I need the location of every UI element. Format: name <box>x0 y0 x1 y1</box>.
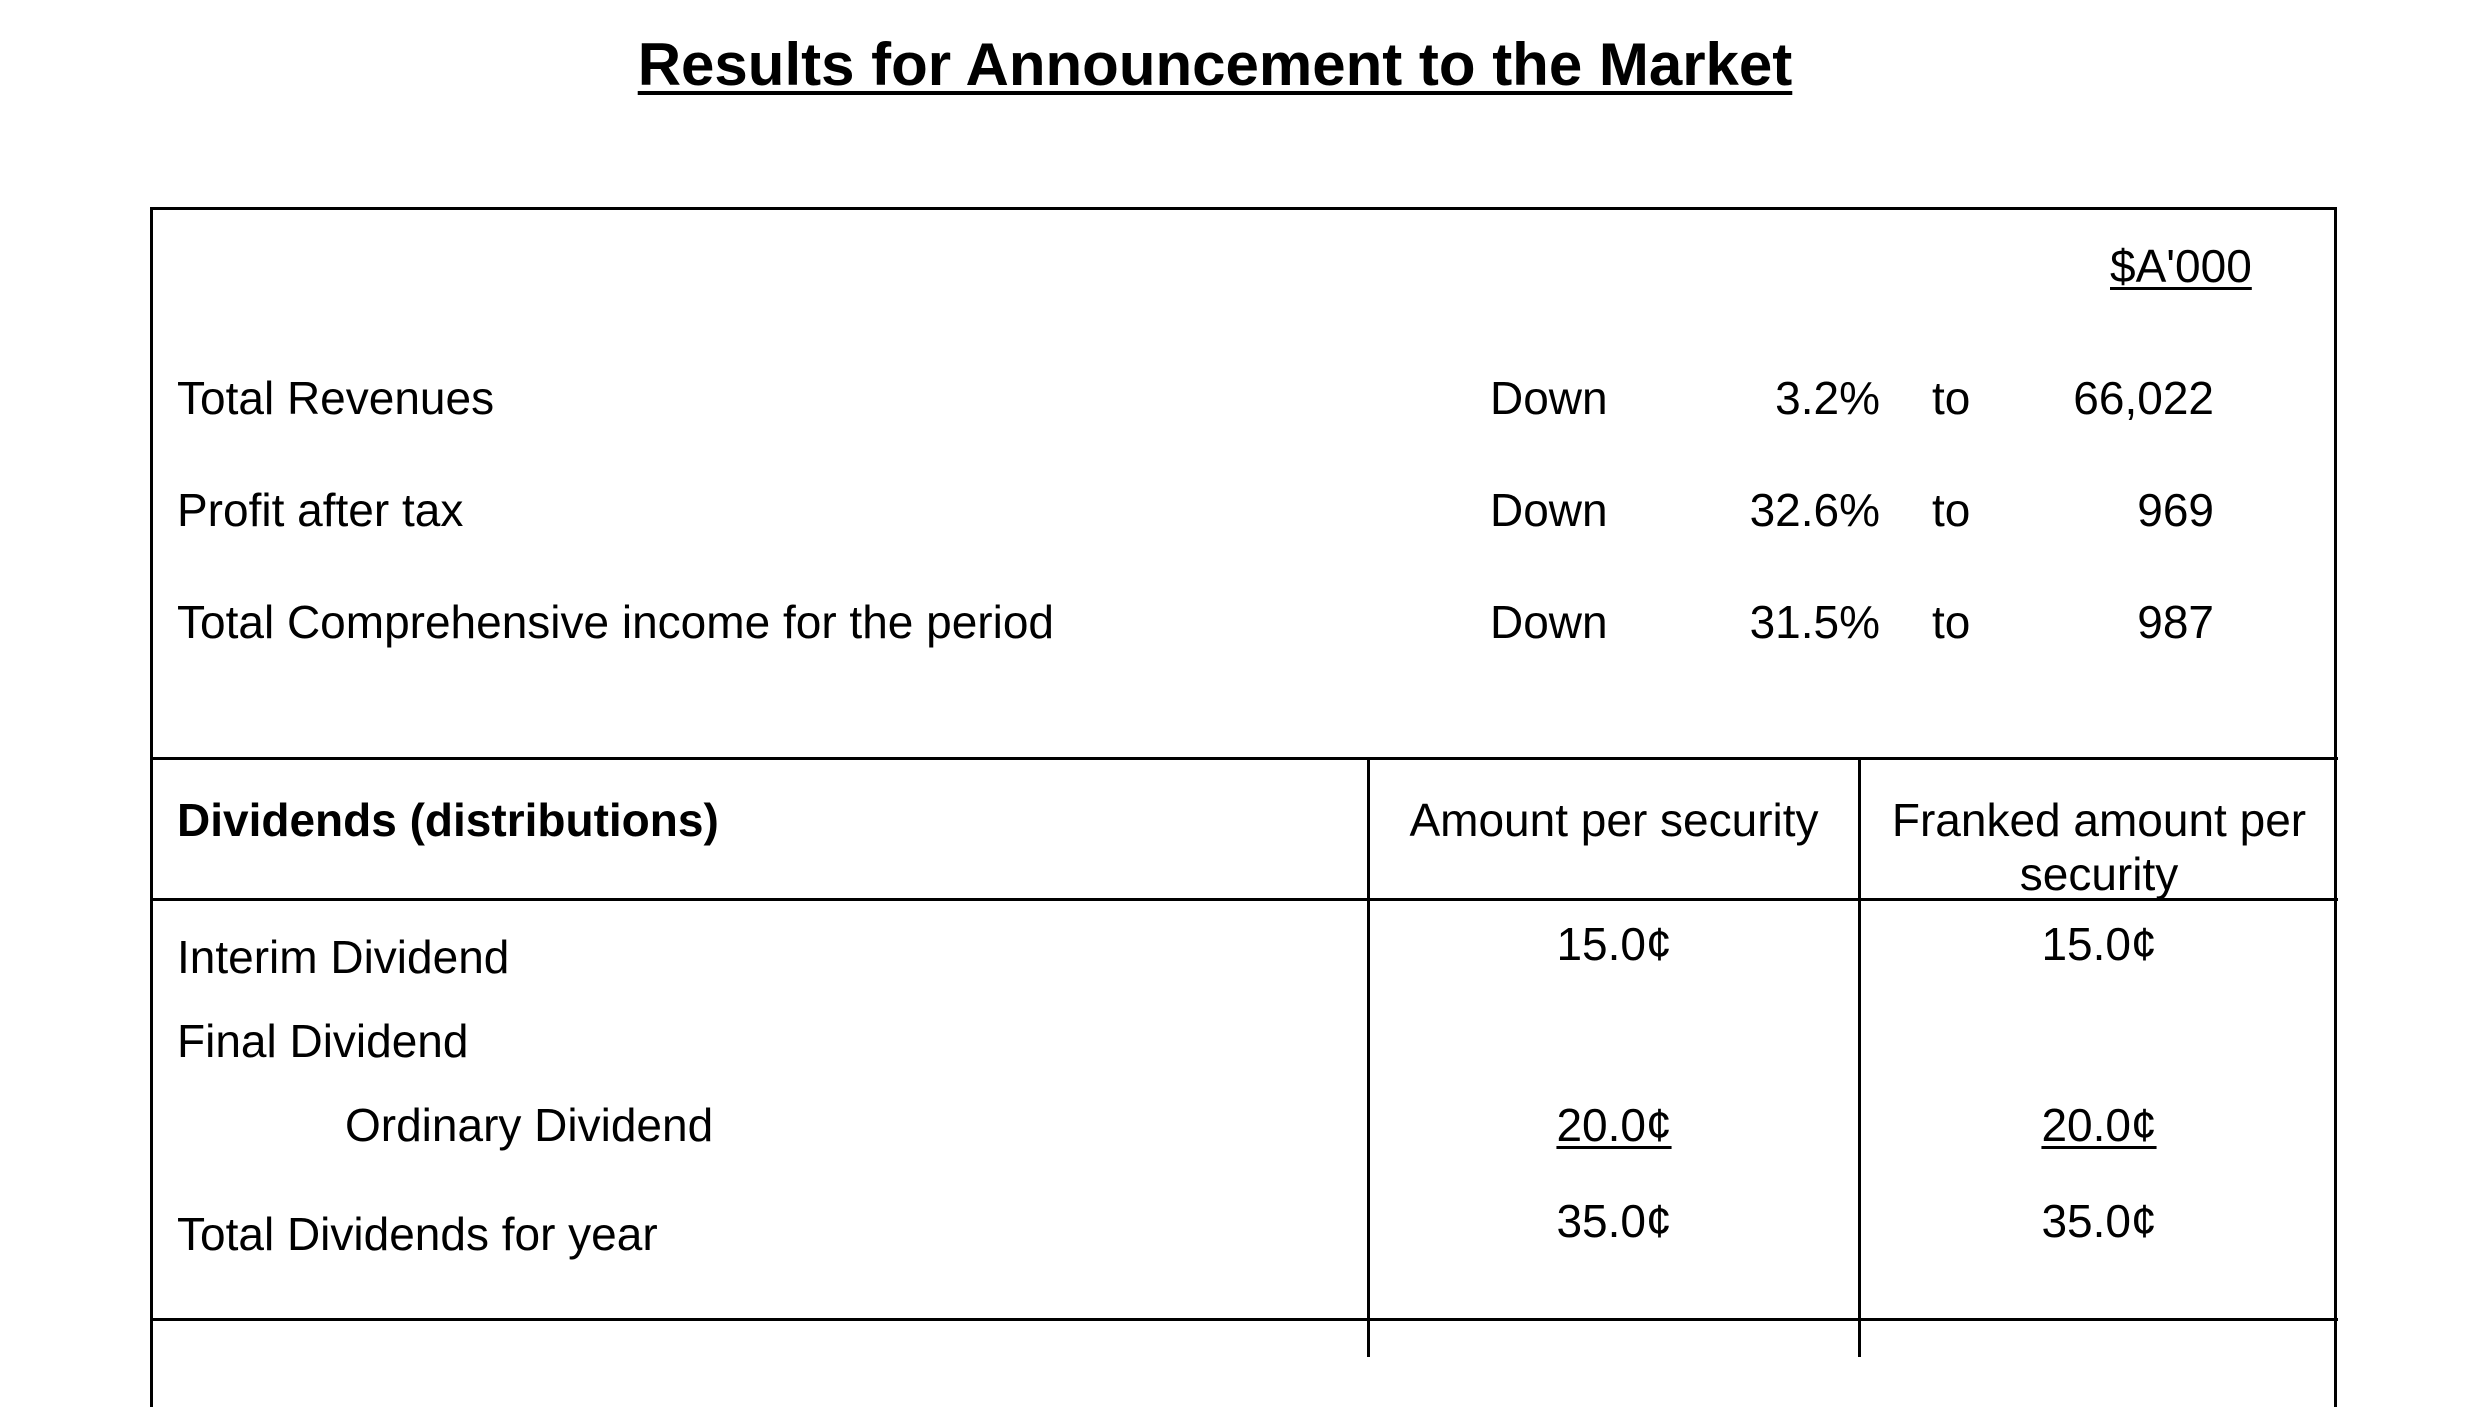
page-title: Results for Announcement to the Market <box>637 31 1793 98</box>
dividend-label-total: Total Dividends for year <box>177 1208 658 1260</box>
dividend-label-ordinary: Ordinary Dividend <box>345 1099 714 1151</box>
result-change-profit: 32.6% <box>1749 484 1880 536</box>
currency-header: $A'000 <box>2110 240 2252 292</box>
dividend-amount-total: 35.0¢ <box>1556 1195 1672 1247</box>
result-label-profit: Profit after tax <box>177 484 464 536</box>
dividend-franked-total: 35.0¢ <box>2041 1195 2157 1247</box>
result-to-comprehensive: to <box>1932 596 1971 648</box>
section-divider <box>150 757 2338 760</box>
dividends-header: Dividends (distributions) <box>177 794 719 846</box>
result-value-comprehensive: 987 <box>2137 596 2214 648</box>
dividend-franked-ordinary: 20.0¢ <box>2041 1099 2157 1151</box>
amount-per-security-header: Amount per security <box>1409 794 1819 846</box>
result-change-comprehensive: 31.5% <box>1749 596 1880 648</box>
column-divider-amount <box>1367 757 1370 1357</box>
result-direction-comprehensive: Down <box>1490 596 1608 648</box>
dividend-label-final: Final Dividend <box>177 1015 469 1067</box>
result-value-revenue: 66,022 <box>2073 372 2214 424</box>
footer-divider <box>150 1318 2338 1321</box>
dividend-franked-interim: 15.0¢ <box>2041 918 2157 970</box>
result-to-profit: to <box>1932 484 1971 536</box>
dividend-label-interim: Interim Dividend <box>177 931 510 983</box>
result-direction-revenue: Down <box>1490 372 1608 424</box>
result-label-comprehensive: Total Comprehensive income for the period <box>177 596 1055 648</box>
dividend-amount-ordinary: 20.0¢ <box>1556 1099 1672 1151</box>
dividend-amount-interim: 15.0¢ <box>1556 918 1672 970</box>
result-direction-profit: Down <box>1490 484 1608 536</box>
result-label-revenue: Total Revenues <box>177 372 495 424</box>
result-change-revenue: 3.2% <box>1775 372 1880 424</box>
result-value-profit: 969 <box>2137 484 2214 536</box>
franked-amount-header: Franked amount per security <box>1891 794 2307 900</box>
result-to-revenue: to <box>1932 372 1971 424</box>
